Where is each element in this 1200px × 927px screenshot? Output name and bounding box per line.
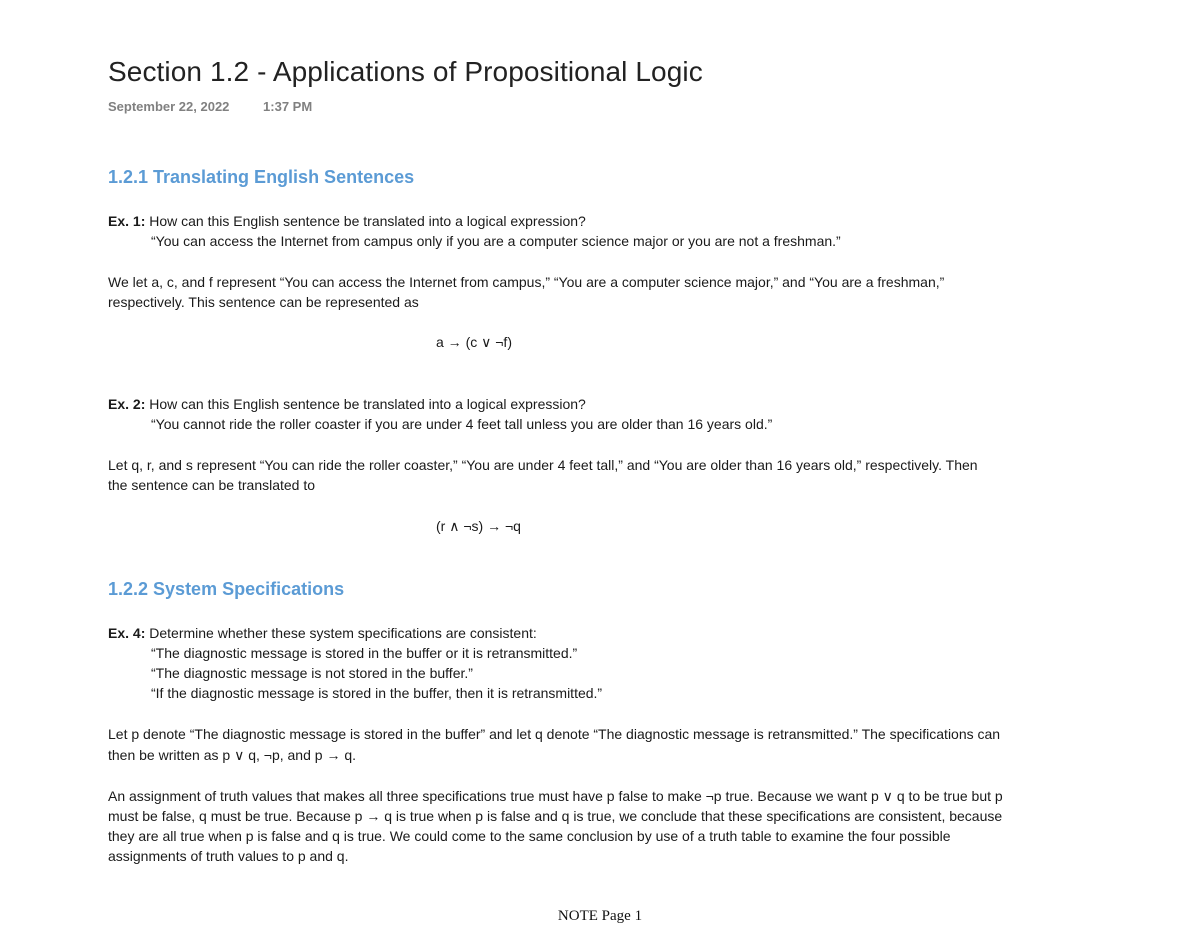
ex4-para1-line: then be written as p ∨ q, ¬p, and p → q. — [108, 747, 357, 763]
ex4-question-line — [108, 623, 537, 643]
ex2-formula: (r ∧ ¬s) → ¬q — [436, 518, 521, 534]
ex4-para2-line: assignments of truth values to p and q. — [108, 848, 349, 864]
ex1-explanation-line2: respectively. This sentence can be represented as — [108, 294, 419, 310]
ex2-label: Ex. 2: — [108, 396, 146, 412]
page-title: Section 1.2 - Applications of Propositional Logic — [108, 56, 703, 87]
ex4-label: Ex. 4: — [108, 625, 146, 641]
note-page — [108, 0, 1108, 927]
section-heading-translating: 1.2.1 Translating English Sentences — [108, 167, 415, 187]
ex2-quote: “You cannot ride the roller coaster if you are under 4 feet tall unless you are older than 16 years old.” — [151, 416, 773, 432]
ex4-para2-line: must be false, q must be true. Because p → q is true when p is false and q is true, we conclude that these specifications are consistent, because — [108, 808, 1003, 824]
ex2-explanation-line1: Let q, r, and s represent “You can ride the roller coaster,” “You are under 4 feet tall,” and “You are older than 16 years old,” respectively. Then — [108, 457, 978, 473]
ex4-para2-line: they are all true when p is false and q is true. We could come to the same conclusion by use of a truth table to examine the four possible — [108, 828, 951, 844]
page-time: 1:37 PM — [263, 99, 313, 114]
ex4-para2-line: An assignment of truth values that makes all three specifications true must have p false to make ¬p true. Because we want p ∨ q to be true but p — [108, 788, 1003, 804]
ex2-explanation-line2: the sentence can be translated to — [108, 477, 316, 493]
ex2-question: How can this English sentence be translated into a logical expression? — [149, 396, 586, 412]
ex1-formula: a → (c ∨ ¬f) — [436, 334, 512, 350]
ex1-label: Ex. 1: — [108, 213, 146, 229]
section-heading-system-specifications: 1.2.2 System Specifications — [108, 579, 345, 599]
ex1-explanation-line1: We let a, c, and f represent “You can access the Internet from campus,” “You are a computer science major,” and “You are a freshman,” — [108, 274, 945, 290]
ex4-quote: “The diagnostic message is not stored in the buffer.” — [151, 665, 473, 681]
ex1-quote: “You can access the Internet from campus only if you are a computer science major or you are not a freshman.” — [151, 233, 841, 249]
ex4-para1-line: Let p denote “The diagnostic message is stored in the buffer” and let q denote “The diagnostic message is retransmitted.” The specifications can — [108, 726, 1001, 742]
ex4-quote: “The diagnostic message is stored in the buffer or it is retransmitted.” — [151, 645, 578, 661]
page-date: September 22, 2022 — [108, 99, 230, 114]
ex1-question-line — [108, 211, 586, 231]
ex4-quote: “If the diagnostic message is stored in the buffer, then it is retransmitted.” — [151, 685, 603, 701]
ex4-question: Determine whether these system specifications are consistent: — [149, 625, 537, 641]
ex1-question: How can this English sentence be translated into a logical expression? — [149, 213, 586, 229]
page-footer: NOTE Page 1 — [557, 908, 643, 924]
ex2-question-line — [108, 394, 586, 414]
page-timestamp — [108, 99, 312, 114]
